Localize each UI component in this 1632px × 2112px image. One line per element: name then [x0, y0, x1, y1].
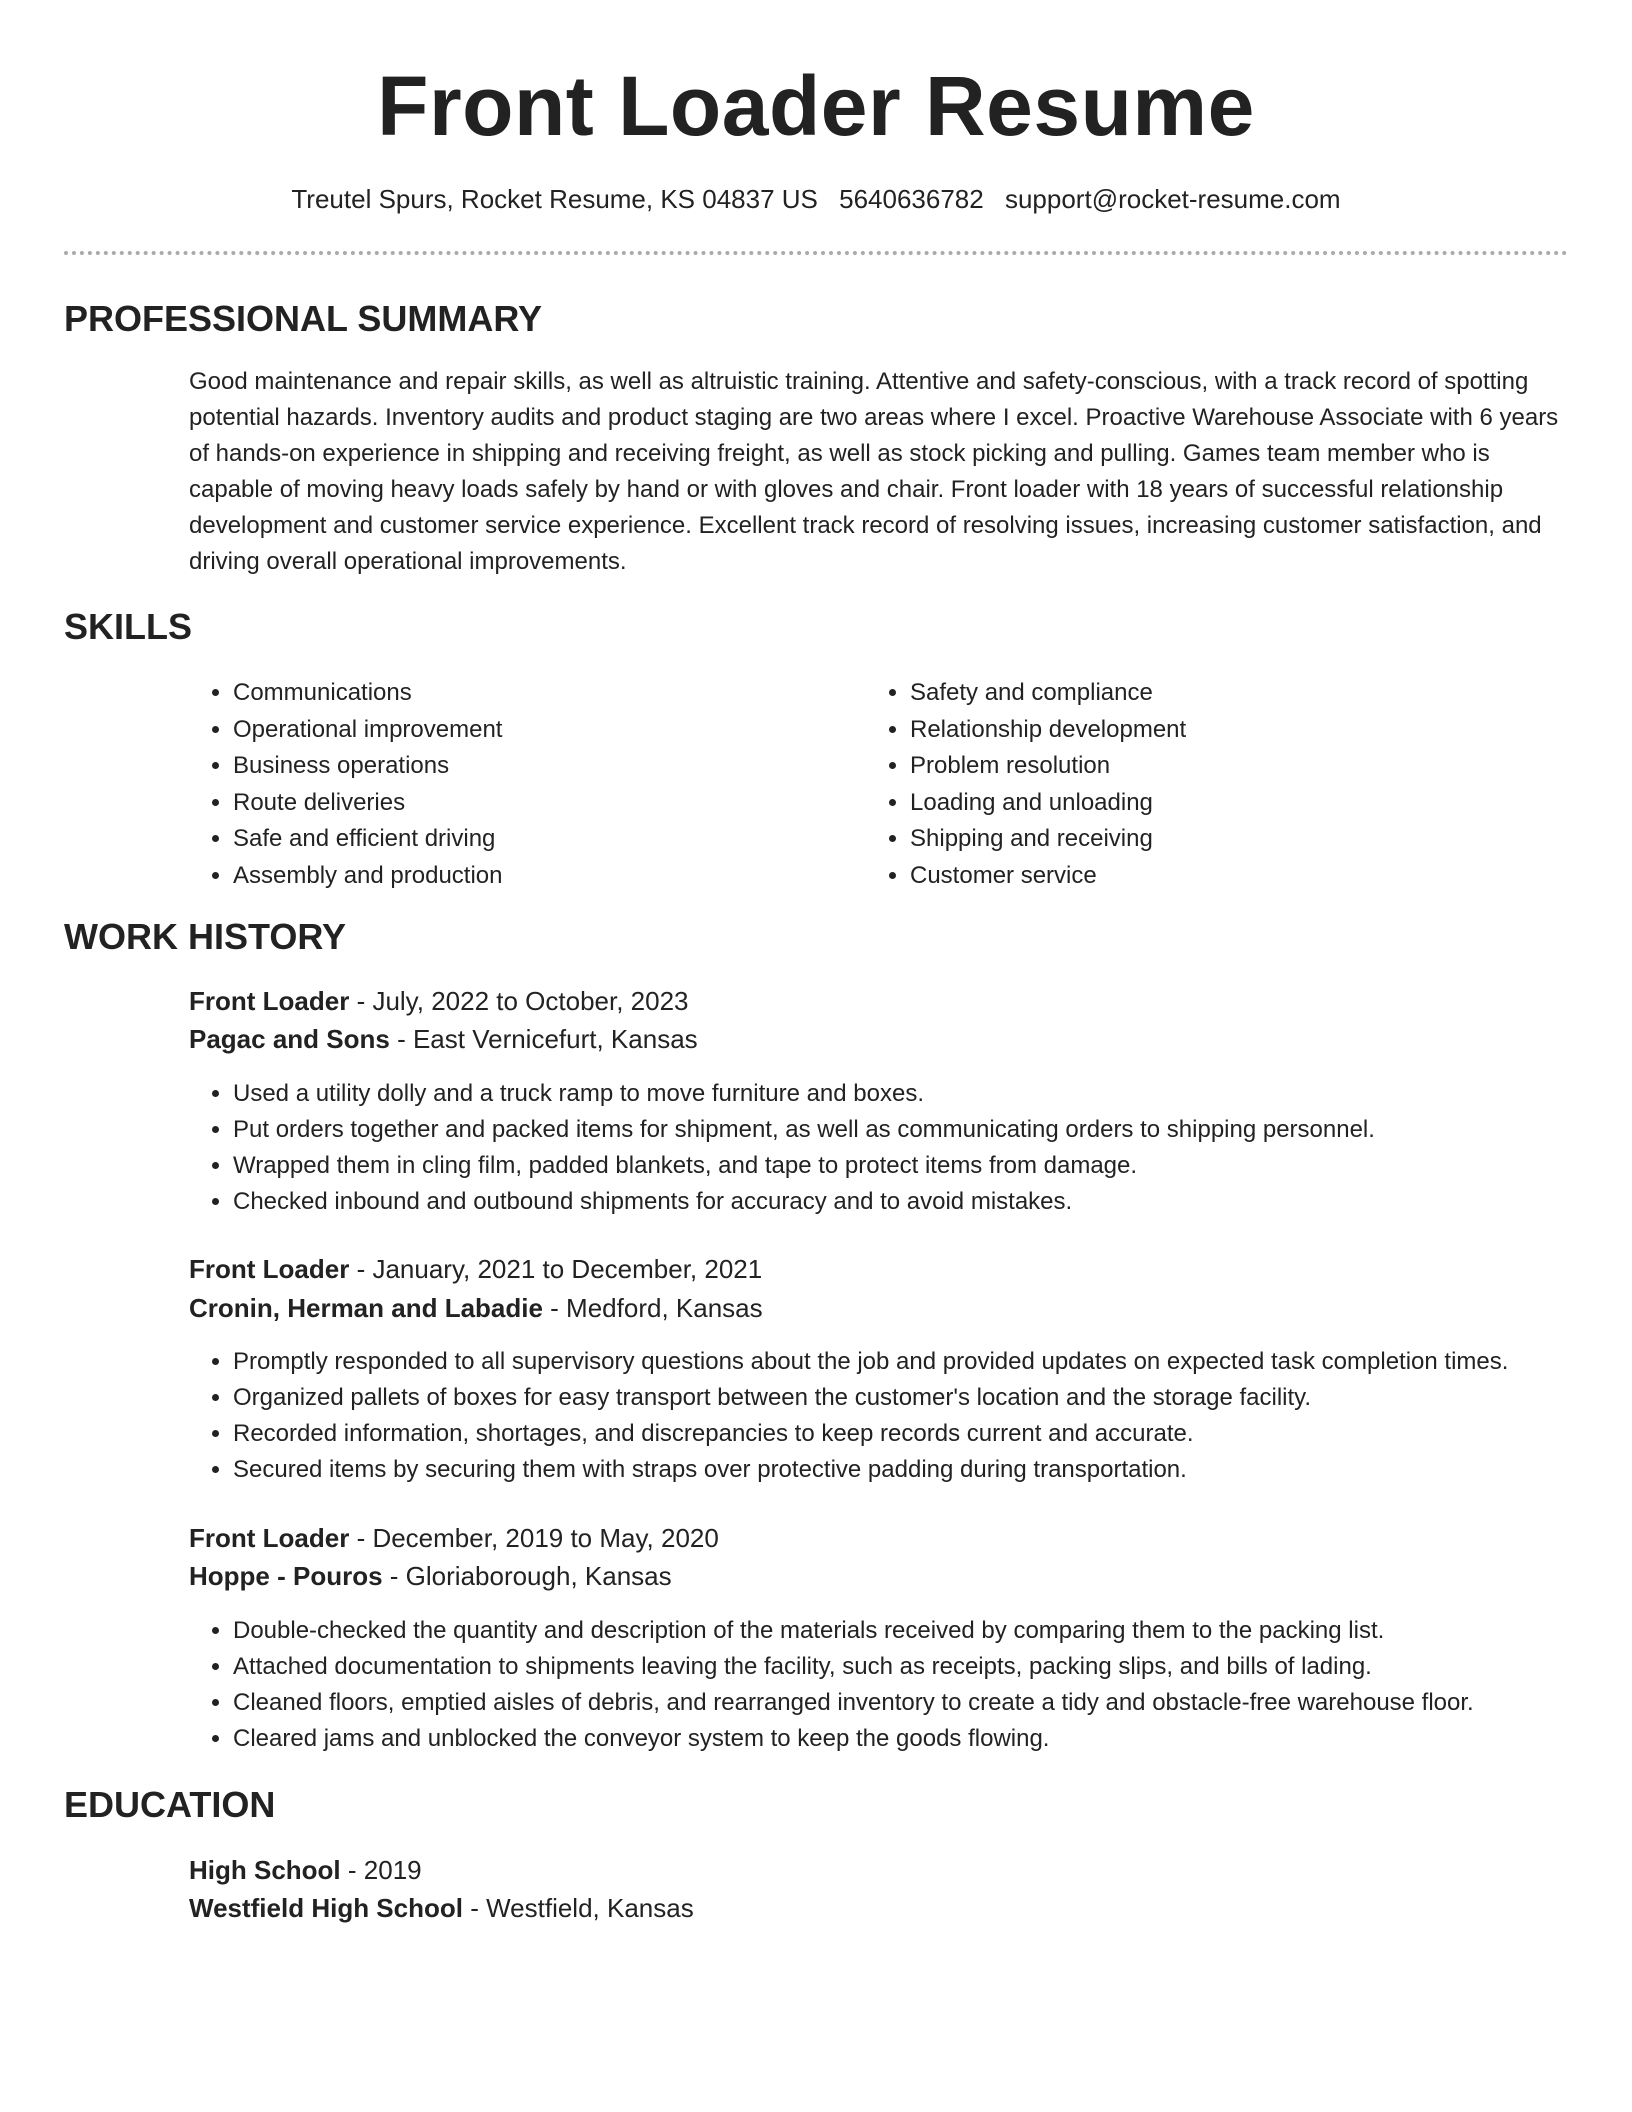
job-title: Front Loader — [189, 1254, 350, 1284]
skill-item: • Shipping and receiving — [910, 821, 1186, 858]
education-heading: EDUCATION — [64, 1784, 276, 1825]
job-bullet: • Wrapped them in cling film, padded blankets, and tape to protect items from damage. — [233, 1148, 1632, 1184]
job-bullets — [189, 1344, 1632, 1488]
contact-line — [0, 182, 1632, 216]
job-bullet: • Secured items by securing them with straps over protective padding during transportation. — [233, 1452, 1632, 1488]
job-company-line — [189, 1289, 763, 1327]
job-location: - Gloriaborough, Kansas — [382, 1561, 672, 1591]
education-year: - 2019 — [340, 1855, 422, 1885]
summary-text: Good maintenance and repair skills, as well as altruistic training. Attentive and safety-conscious, with a track record of spotting potential hazards. Inventory audits and product staging are two areas where I excel. Proactive Warehouse Associate with 6 years of hands-on experience in shipping and receiving freight, as well as stock picking and pulling. Games team member who is capable of moving heavy loads safely by hand or with gloves and chair. Front loader with 18 years of successful relationship development and customer service experience. Excellent track record of resolving issues, increasing customer satisfaction, and driving overall operational improvements. — [189, 368, 1559, 575]
skill-item: • Communications — [233, 675, 502, 712]
job-bullet: • Double-checked the quantity and description of the materials received by comparing them to the packing list. — [233, 1613, 1632, 1649]
contact-email: support@rocket-resume.com — [1004, 184, 1341, 214]
skills-list-left — [189, 675, 502, 894]
job-title-line — [189, 982, 689, 1020]
job-bullet: • Put orders together and packed items for shipment, as well as communicating orders to shipping personnel. — [233, 1112, 1632, 1148]
resume-title: Front Loader Resume — [377, 59, 1255, 153]
skill-item: • Loading and unloading — [910, 785, 1186, 822]
job-bullet: • Recorded information, shortages, and discrepancies to keep records current and accurate. — [233, 1416, 1632, 1452]
job-bullet: • Cleared jams and unblocked the conveyor system to keep the goods flowing. — [233, 1721, 1632, 1757]
skill-item: • Route deliveries — [233, 785, 502, 822]
job-bullets — [189, 1076, 1632, 1220]
job-dates: - July, 2022 to October, 2023 — [349, 986, 689, 1016]
education-degree: High School — [189, 1855, 341, 1885]
job-title: Front Loader — [189, 986, 350, 1016]
skill-item: • Customer service — [910, 858, 1186, 895]
skill-item: • Assembly and production — [233, 858, 502, 895]
skills-list-right — [866, 675, 1186, 894]
job-company: Hoppe - Pouros — [189, 1561, 383, 1591]
skill-item: • Business operations — [233, 748, 502, 785]
job-bullet: • Checked inbound and outbound shipments for accuracy and to avoid mistakes. — [233, 1184, 1632, 1220]
summary-heading: PROFESSIONAL SUMMARY — [64, 298, 543, 339]
job-company: Pagac and Sons — [189, 1024, 390, 1054]
skill-item: • Operational improvement — [233, 712, 502, 749]
job-title: Front Loader — [189, 1523, 350, 1553]
skill-item: • Relationship development — [910, 712, 1186, 749]
skill-item: • Safety and compliance — [910, 675, 1186, 712]
header-divider — [64, 251, 1568, 255]
work-history-heading: WORK HISTORY — [64, 916, 347, 957]
job-bullet: • Attached documentation to shipments leaving the facility, such as receipts, packing slips, and bills of lading. — [233, 1649, 1632, 1685]
job-bullet: • Used a utility dolly and a truck ramp to move furniture and boxes. — [233, 1076, 1632, 1112]
job-company: Cronin, Herman and Labadie — [189, 1293, 543, 1323]
job-title-line — [189, 1519, 719, 1557]
job-title-line — [189, 1250, 762, 1288]
job-location: - Medford, Kansas — [542, 1293, 763, 1323]
job-location: - East Vernicefurt, Kansas — [389, 1024, 698, 1054]
education-location: - Westfield, Kansas — [462, 1893, 694, 1923]
job-company-line — [189, 1557, 672, 1595]
job-dates: - December, 2019 to May, 2020 — [349, 1523, 719, 1553]
education-degree-line — [189, 1851, 422, 1889]
job-bullet: • Promptly responded to all supervisory questions about the job and provided updates on expected task completion times. — [233, 1344, 1632, 1380]
contact-phone: 5640636782 — [839, 184, 984, 214]
contact-address: Treutel Spurs, Rocket Resume, KS 04837 US — [291, 184, 818, 214]
job-bullets — [189, 1613, 1632, 1757]
job-dates: - January, 2021 to December, 2021 — [349, 1254, 763, 1284]
job-company-line — [189, 1020, 698, 1058]
education-school: Westfield High School — [189, 1893, 463, 1923]
education-school-line — [189, 1889, 694, 1927]
job-bullet: • Cleaned floors, emptied aisles of debris, and rearranged inventory to create a tidy and obstacle-free warehouse floor. — [233, 1685, 1632, 1721]
job-bullet: • Organized pallets of boxes for easy transport between the customer's location and the storage facility. — [233, 1380, 1632, 1416]
skill-item: • Safe and efficient driving — [233, 821, 502, 858]
skills-heading: SKILLS — [64, 606, 193, 647]
skill-item: • Problem resolution — [910, 748, 1186, 785]
